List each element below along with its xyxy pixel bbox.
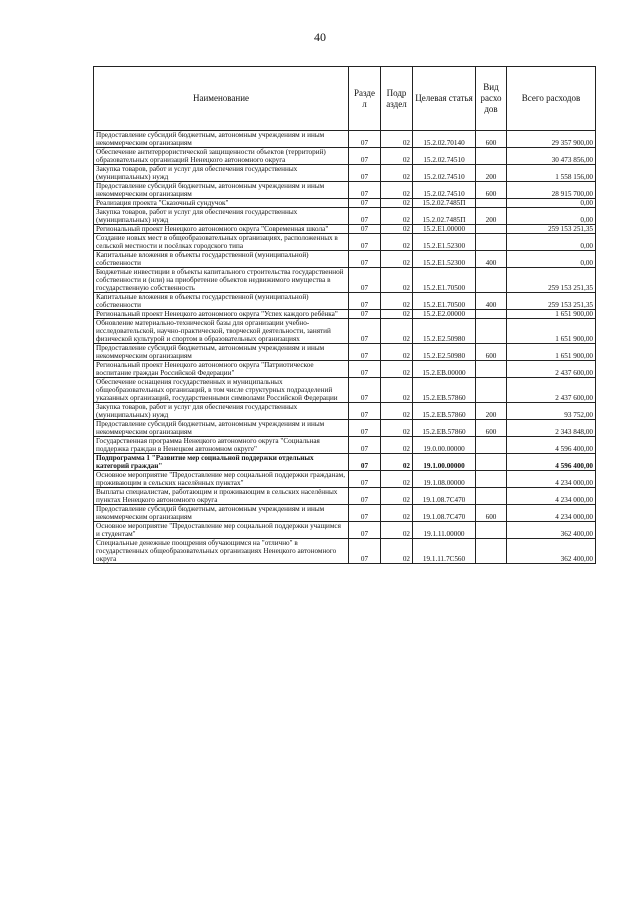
cell-section: 07 <box>349 208 381 225</box>
cell-type: 200 <box>476 165 507 182</box>
table-body <box>94 131 596 564</box>
cell-name: Закупка товаров, работ и услуг для обеспечения государственных (муниципальных) нужд <box>94 403 349 420</box>
table-row <box>94 420 596 437</box>
cell-subsection: 02 <box>381 293 413 310</box>
table-row <box>94 505 596 522</box>
table-row <box>94 539 596 564</box>
cell-name: Специальные денежные поощрения обучающимся на "отлично" в государственных общеобразовательных организациях Ненецкого автономного округа <box>94 539 349 564</box>
cell-subsection: 02 <box>381 208 413 225</box>
cell-target: 15.2.E2.00000 <box>413 310 476 319</box>
cell-subsection: 02 <box>381 505 413 522</box>
cell-section: 07 <box>349 488 381 505</box>
cell-subsection: 02 <box>381 344 413 361</box>
cell-name: Капитальные вложения в объекты государственной (муниципальной) собственности <box>94 251 349 268</box>
cell-type <box>476 268 507 293</box>
cell-section: 07 <box>349 165 381 182</box>
cell-section: 07 <box>349 199 381 208</box>
cell-subsection: 02 <box>381 420 413 437</box>
cell-section: 07 <box>349 319 381 344</box>
table-row <box>94 148 596 165</box>
cell-name: Основное мероприятие "Предоставление мер социальной поддержки учащимся и студентам" <box>94 522 349 539</box>
table-row <box>94 182 596 199</box>
cell-target: 19.1.08.7С470 <box>413 505 476 522</box>
cell-section: 07 <box>349 234 381 251</box>
cell-subsection: 02 <box>381 234 413 251</box>
cell-type <box>476 361 507 378</box>
cell-name: Закупка товаров, работ и услуг для обеспечения государственных (муниципальных) нужд <box>94 208 349 225</box>
cell-subsection: 02 <box>381 165 413 182</box>
table-row <box>94 403 596 420</box>
cell-subsection: 02 <box>381 251 413 268</box>
budget-table <box>93 66 596 564</box>
cell-total: 4 596 400,00 <box>507 454 596 471</box>
cell-type: 400 <box>476 293 507 310</box>
cell-target: 15.2.EB.57860 <box>413 403 476 420</box>
cell-name: Региональный проект Ненецкого автономного округа "Успех каждого ребёнка" <box>94 310 349 319</box>
table-row <box>94 208 596 225</box>
cell-name: Региональный проект Ненецкого автономного округа "Патриотическое воспитание граждан Российской Федерации" <box>94 361 349 378</box>
table-row <box>94 131 596 148</box>
header-subsection: Подр аздел <box>381 67 413 131</box>
cell-total: 2 343 848,00 <box>507 420 596 437</box>
cell-type <box>476 471 507 488</box>
cell-name: Обновление материально-технической базы для организации учебно-исследовательской, научно-практической, творческой деятельности, занятий физической культурой и спортом в образовательных организациях <box>94 319 349 344</box>
cell-section: 07 <box>349 293 381 310</box>
cell-type: 200 <box>476 403 507 420</box>
table-row <box>94 361 596 378</box>
header-section: Разде л <box>349 67 381 131</box>
cell-target: 15.2.02.7485П <box>413 208 476 225</box>
cell-target: 15.2.E1.00000 <box>413 225 476 234</box>
cell-total: 1 651 900,00 <box>507 310 596 319</box>
cell-section: 07 <box>349 310 381 319</box>
cell-total: 4 234 000,00 <box>507 505 596 522</box>
cell-target: 15.2.02.70140 <box>413 131 476 148</box>
cell-target: 15.2.E1.70500 <box>413 268 476 293</box>
cell-subsection: 02 <box>381 310 413 319</box>
page-number: 40 <box>314 30 326 44</box>
cell-target: 15.2.E2.50980 <box>413 319 476 344</box>
cell-subsection: 02 <box>381 182 413 199</box>
cell-section: 07 <box>349 251 381 268</box>
cell-total: 259 153 251,35 <box>507 268 596 293</box>
cell-total: 2 437 600,00 <box>507 378 596 403</box>
cell-subsection: 02 <box>381 403 413 420</box>
table-row <box>94 454 596 471</box>
cell-target: 15.2.E1.52300 <box>413 234 476 251</box>
cell-target: 19.1.11.00000 <box>413 522 476 539</box>
cell-total: 4 234 000,00 <box>507 488 596 505</box>
cell-section: 07 <box>349 471 381 488</box>
cell-subsection: 02 <box>381 471 413 488</box>
cell-target: 19.1.00.00000 <box>413 454 476 471</box>
cell-section: 07 <box>349 148 381 165</box>
cell-subsection: 02 <box>381 319 413 344</box>
header-name: Наименование <box>94 67 349 131</box>
cell-type: 600 <box>476 131 507 148</box>
cell-name: Предоставление субсидий бюджетным, автономным учреждениям и иным некоммерческим организациям <box>94 505 349 522</box>
cell-subsection: 02 <box>381 268 413 293</box>
cell-type <box>476 234 507 251</box>
cell-total: 4 234 000,00 <box>507 471 596 488</box>
cell-section: 07 <box>349 182 381 199</box>
cell-name: Предоставление субсидий бюджетным, автономным учреждениям и иным некоммерческим организациям <box>94 182 349 199</box>
cell-section: 07 <box>349 131 381 148</box>
table-row <box>94 378 596 403</box>
cell-total: 1 651 900,00 <box>507 319 596 344</box>
cell-section: 07 <box>349 344 381 361</box>
table-row <box>94 293 596 310</box>
cell-name: Реализация проекта "Сказочный сундучок" <box>94 199 349 208</box>
cell-type: 600 <box>476 420 507 437</box>
table-row <box>94 165 596 182</box>
cell-name: Подпрограмма 1 "Развитие мер социальной поддержки отдельных категорий граждан" <box>94 454 349 471</box>
cell-type: 400 <box>476 251 507 268</box>
header-type: Вид расхо дов <box>476 67 507 131</box>
cell-subsection: 02 <box>381 131 413 148</box>
table-row <box>94 319 596 344</box>
cell-type: 600 <box>476 182 507 199</box>
table-row <box>94 437 596 454</box>
cell-total: 30 473 856,00 <box>507 148 596 165</box>
cell-section: 07 <box>349 522 381 539</box>
cell-type <box>476 148 507 165</box>
cell-total: 362 400,00 <box>507 522 596 539</box>
cell-total: 259 153 251,35 <box>507 293 596 310</box>
cell-target: 15.2.EB.00000 <box>413 361 476 378</box>
cell-subsection: 02 <box>381 488 413 505</box>
cell-total: 93 752,00 <box>507 403 596 420</box>
cell-target: 19.1.08.00000 <box>413 471 476 488</box>
cell-section: 07 <box>349 505 381 522</box>
cell-name: Предоставление субсидий бюджетным, автономным учреждениям и иным некоммерческим организациям <box>94 131 349 148</box>
cell-type <box>476 199 507 208</box>
cell-subsection: 02 <box>381 148 413 165</box>
cell-type <box>476 522 507 539</box>
cell-section: 07 <box>349 268 381 293</box>
cell-section: 07 <box>349 361 381 378</box>
cell-target: 15.2.EB.57860 <box>413 378 476 403</box>
cell-type: 200 <box>476 208 507 225</box>
cell-total: 4 596 400,00 <box>507 437 596 454</box>
cell-name: Обеспечение антитеррористической защищенности объектов (территорий) образовательных организаций Ненецкого автономного округа <box>94 148 349 165</box>
cell-name: Закупка товаров, работ и услуг для обеспечения государственных (муниципальных) нужд <box>94 165 349 182</box>
cell-subsection: 02 <box>381 522 413 539</box>
cell-total: 0,00 <box>507 208 596 225</box>
cell-name: Бюджетные инвестиции в объекты капитального строительства государственной собственности и (или) на приобретение объектов недвижимого имущества в государственную собственность <box>94 268 349 293</box>
cell-type <box>476 225 507 234</box>
table-row <box>94 268 596 293</box>
table-row <box>94 225 596 234</box>
cell-target: 19.1.11.7С560 <box>413 539 476 564</box>
cell-type: 600 <box>476 344 507 361</box>
table-row <box>94 344 596 361</box>
cell-total: 0,00 <box>507 199 596 208</box>
cell-type <box>476 310 507 319</box>
cell-section: 07 <box>349 378 381 403</box>
cell-section: 07 <box>349 420 381 437</box>
cell-total: 29 357 900,00 <box>507 131 596 148</box>
table-row <box>94 471 596 488</box>
cell-name: Обеспечение оснащения государственных и муниципальных общеобразовательных организаций, в том числе структурных подразделений указанных организаций, государственными символами Российской Федерации <box>94 378 349 403</box>
cell-name: Создание новых мест в общеобразовательных организациях, расположенных в сельской местности и посёлках городского типа <box>94 234 349 251</box>
cell-target: 15.2.02.74510 <box>413 182 476 199</box>
table-row <box>94 251 596 268</box>
cell-subsection: 02 <box>381 378 413 403</box>
cell-name: Региональный проект Ненецкого автономного округа "Современная школа" <box>94 225 349 234</box>
cell-target: 15.2.E1.70500 <box>413 293 476 310</box>
cell-section: 07 <box>349 403 381 420</box>
cell-type <box>476 454 507 471</box>
cell-target: 15.2.E2.50980 <box>413 344 476 361</box>
cell-total: 0,00 <box>507 251 596 268</box>
cell-name: Капитальные вложения в объекты государственной (муниципальной) собственности <box>94 293 349 310</box>
cell-section: 07 <box>349 225 381 234</box>
cell-subsection: 02 <box>381 539 413 564</box>
cell-subsection: 02 <box>381 454 413 471</box>
cell-section: 07 <box>349 437 381 454</box>
cell-subsection: 02 <box>381 437 413 454</box>
cell-type <box>476 437 507 454</box>
header-total: Всего расходов <box>507 67 596 131</box>
table-header-row <box>94 67 596 131</box>
cell-total: 1 558 156,00 <box>507 165 596 182</box>
cell-total: 0,00 <box>507 234 596 251</box>
cell-subsection: 02 <box>381 199 413 208</box>
cell-subsection: 02 <box>381 225 413 234</box>
cell-total: 362 400,00 <box>507 539 596 564</box>
cell-target: 15.2.02.74510 <box>413 148 476 165</box>
cell-subsection: 02 <box>381 361 413 378</box>
cell-type <box>476 378 507 403</box>
cell-target: 19.1.08.7С470 <box>413 488 476 505</box>
cell-type <box>476 319 507 344</box>
cell-target: 19.0.00.00000 <box>413 437 476 454</box>
cell-target: 15.2.02.74510 <box>413 165 476 182</box>
table-row <box>94 488 596 505</box>
cell-target: 15.2.02.7485П <box>413 199 476 208</box>
table-row <box>94 234 596 251</box>
cell-section: 07 <box>349 454 381 471</box>
cell-total: 1 651 900,00 <box>507 344 596 361</box>
header-target: Целевая статья <box>413 67 476 131</box>
cell-total: 28 915 700,00 <box>507 182 596 199</box>
cell-name: Предоставление субсидий бюджетным, автономным учреждениям и иным некоммерческим организациям <box>94 344 349 361</box>
cell-name: Выплаты специалистам, работающим и проживающим в сельских населённых пунктах Ненецкого автономного округа <box>94 488 349 505</box>
cell-target: 15.2.E1.52300 <box>413 251 476 268</box>
cell-type <box>476 488 507 505</box>
cell-name: Государственная программа Ненецкого автономного округа "Социальная поддержка граждан в Ненецком автономном округе" <box>94 437 349 454</box>
cell-target: 15.2.EB.57860 <box>413 420 476 437</box>
cell-name: Предоставление субсидий бюджетным, автономным учреждениям и иным некоммерческим организациям <box>94 420 349 437</box>
cell-type <box>476 539 507 564</box>
cell-type: 600 <box>476 505 507 522</box>
cell-total: 2 437 600,00 <box>507 361 596 378</box>
table-row <box>94 522 596 539</box>
table-row <box>94 199 596 208</box>
cell-total: 259 153 251,35 <box>507 225 596 234</box>
cell-name: Основное мероприятие "Предоставление мер социальной поддержки гражданам, проживающим в сельских населённых пунктах" <box>94 471 349 488</box>
table-row <box>94 310 596 319</box>
cell-section: 07 <box>349 539 381 564</box>
